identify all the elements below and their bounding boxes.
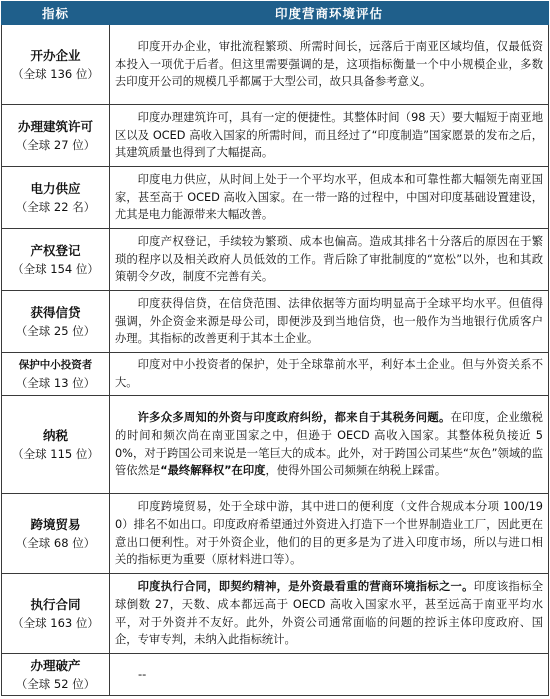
indicator-name: 保护中小投资者 <box>18 359 93 371</box>
indicator-rank: （全球 68 位） <box>15 535 96 550</box>
indicator-rank: （全球 13 位） <box>15 376 96 390</box>
evaluation-text-part: 在印度，企业缴税的时间和频次尚在南亚国家之中，但逊于 OECD 高收入国家。其整体税负接近 50%，对于跨国公司来说是一笔巨大的成本。此外，对于跨国公司某些“灰色”领域的监管依然是 <box>115 411 543 478</box>
table-row <box>2 494 549 574</box>
evaluation-text: 印度办理建筑许可，具有一定的便捷性。其整体时间（98 天）要大幅短于南亚地区以及 OCED 高收入国家的所需时间，而且经过了“印度制造”国家愿景的发布之后，其建筑质量也得到了大幅提高。 <box>110 105 549 167</box>
table-row <box>2 105 549 167</box>
indicator-rank: （全球 52 位） <box>15 676 96 691</box>
indicator-name: 纳税 <box>42 427 68 443</box>
indicator-name: 电力供应 <box>30 180 81 196</box>
indicator-cell <box>2 167 110 229</box>
indicator-cell <box>2 353 110 396</box>
evaluation-text: -- <box>110 654 549 696</box>
indicator-rank: （全球 25 位） <box>15 323 96 338</box>
table-row <box>2 291 549 353</box>
evaluation-text-part: ，使得外国公司频频在纳税上踩雷。 <box>265 464 447 478</box>
table-row <box>2 229 549 291</box>
indicator-name: 办理破产 <box>30 657 81 673</box>
indicator-rank: （全球 27 位） <box>15 137 96 152</box>
indicator-cell <box>2 654 110 696</box>
indicator-cell <box>2 105 110 167</box>
evaluation-text: 印度获得信贷，在信贷范围、法律依据等方面均明显高于全球平均水平。但值得强调，外企资金来源是母公司，即便涉及到当地信贷，也一般作为当地银行优质客户办理。其指标的改善更利于其本土企业。 <box>110 291 549 353</box>
indicator-name: 产权登记 <box>30 242 81 258</box>
table-row <box>2 654 549 696</box>
indicator-cell <box>2 291 110 353</box>
header-indicator: 指标 <box>2 2 110 25</box>
evaluation-text: 印度对中小投资者的保护，处于全球靠前水平，利好本土企业。但与外资关系不大。 <box>110 353 549 396</box>
indicator-cell <box>2 396 110 494</box>
evaluation-bold-lead: 印度执行合同，即契约精神，是外资最看重的营商环境指标之一。 <box>137 580 474 594</box>
indicator-cell <box>2 229 110 291</box>
evaluation-text: 印度产权登记，手续较为繁琐、成本也偏高。造成其排名十分落后的原因在于繁琐的程序以及相关政府人员低效的工作。背后除了审批制度的“宽松”以外，也和其政策朝令夕改，制度不完善有关。 <box>110 229 549 291</box>
table-row <box>2 25 549 105</box>
indicator-name: 执行合同 <box>30 596 81 612</box>
indicator-cell <box>2 494 110 574</box>
evaluation-text <box>110 574 549 654</box>
table-row <box>2 574 549 654</box>
table-row <box>2 396 549 494</box>
indicator-name: 办理建筑许可 <box>17 118 93 134</box>
table-row <box>2 353 549 396</box>
table-row <box>2 167 549 229</box>
evaluation-bold-lead: 许多众多周知的外资与印度政府纠纷，都来自于其税务问题。 <box>137 411 451 425</box>
evaluation-text: 印度跨境贸易，处于全球中游，其中进口的便利度（文件合规成本分项 100/190）排名不如出口。印度政府希望通过外资进入打造下一个世界制造业工厂，因此更在意出口便利性。对于外资企业，他们的目的更多是为了进入印度市场，所以与进口相关的指标更为重要（原材料进口等）。 <box>110 494 549 574</box>
indicator-rank: （全球 22 名） <box>15 199 96 214</box>
indicator-rank: （全球 115 位） <box>12 446 99 461</box>
indicator-rank: （全球 136 位） <box>12 66 99 81</box>
indicator-name: 获得信贷 <box>30 304 81 320</box>
evaluation-text-part: 印度该指标全球倒数 27，天数、成本都远高于 OECD 高收入国家水平，甚至远高于南亚平均水平，对于外资并不友好。此外，外资公司通常面临的问题的控诉主体印度政府、国企，专审专判，未纳入此指标统计。 <box>115 580 543 647</box>
indicator-rank: （全球 154 位） <box>12 261 99 276</box>
india-business-environment-table <box>1 1 549 696</box>
evaluation-text <box>110 396 549 494</box>
evaluation-text: 印度电力供应，从时间上处于一个平均水平，但成本和可靠性都大幅领先南亚国家，甚至高于 OCED 高收入国家。在一带一路的过程中，中国对印度基础设置建设，尤其是电力能源带来大幅改善。 <box>110 167 549 229</box>
indicator-cell <box>2 25 110 105</box>
indicator-cell <box>2 574 110 654</box>
table-header-row <box>2 2 549 25</box>
header-evaluation: 印度营商环境评估 <box>110 2 549 25</box>
indicator-name: 开办企业 <box>30 47 81 63</box>
indicator-name: 跨境贸易 <box>30 516 81 532</box>
evaluation-text: 印度开办企业，审批流程繁琐、所需时间长，远落后于南亚区域均值，仅最低资本投入一项优于后者。但这里需要强调的是，这项指标衡量一个中小规模企业，多数去印度开公司的规模几乎都属于大型公司，故只具备参考意义。 <box>110 25 549 105</box>
indicator-rank: （全球 163 位） <box>12 615 99 630</box>
evaluation-bold-phrase: “最终解释权”在印度 <box>160 464 266 478</box>
